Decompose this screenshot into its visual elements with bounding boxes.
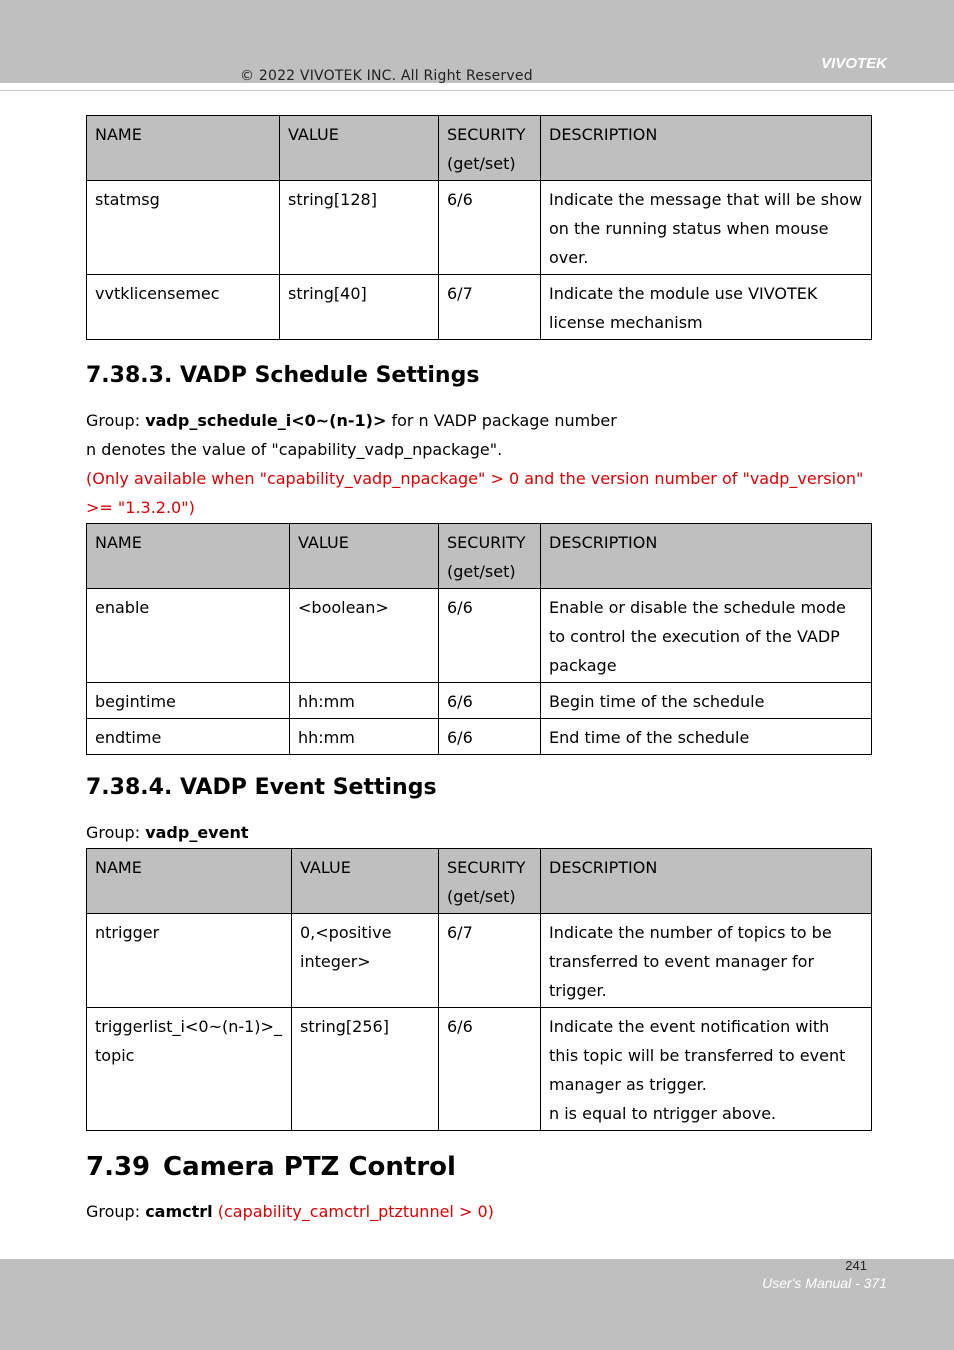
section-heading-ptz bbox=[86, 1152, 456, 1182]
page-number: 241 bbox=[845, 1258, 867, 1273]
param-security: 6/6 bbox=[439, 181, 541, 275]
group-name: camctrl bbox=[145, 1202, 213, 1221]
schedule-note: n denotes the value of "capability_vadp_npackage". bbox=[86, 440, 503, 459]
table-header-row bbox=[87, 116, 872, 181]
group-name: vadp_event bbox=[145, 823, 249, 842]
param-value: string[256] bbox=[292, 1008, 439, 1131]
group-suffix: for n VADP package number bbox=[386, 411, 617, 430]
col-value: VALUE bbox=[280, 116, 439, 181]
group-prefix: Group: bbox=[86, 823, 146, 842]
table-row bbox=[87, 1008, 872, 1131]
schedule-group-line bbox=[86, 406, 876, 435]
param-security: 6/7 bbox=[439, 914, 541, 1008]
param-security: 6/6 bbox=[439, 1008, 541, 1131]
section-title: Camera PTZ Control bbox=[163, 1152, 456, 1182]
page-footer bbox=[0, 1259, 954, 1350]
param-name: vvtklicensemec bbox=[87, 275, 280, 340]
param-description: Indicate the event notification with this topic will be transferred to event manager as trigger. n is equal to ntrigger above. bbox=[541, 1008, 872, 1131]
group-prefix: Group: bbox=[86, 411, 146, 430]
section-heading-event: 7.38.4. VADP Event Settings bbox=[86, 775, 437, 800]
copyright-text: © 2022 VIVOTEK INC. All Right Reserved bbox=[240, 68, 533, 84]
param-name: begintime bbox=[87, 683, 290, 719]
table-row bbox=[87, 719, 872, 755]
param-security: 6/7 bbox=[439, 275, 541, 340]
schedule-table bbox=[86, 523, 872, 755]
col-name: NAME bbox=[87, 524, 290, 589]
param-description: Indicate the module use VIVOTEK license mechanism bbox=[541, 275, 872, 340]
col-security: SECURITY (get/set) bbox=[439, 524, 541, 589]
param-name: statmsg bbox=[87, 181, 280, 275]
param-security: 6/6 bbox=[439, 719, 541, 755]
param-name: triggerlist_i<0~(n-1)>_topic bbox=[87, 1008, 292, 1131]
param-value: <boolean> bbox=[290, 589, 439, 683]
col-name: NAME bbox=[87, 116, 280, 181]
param-name: enable bbox=[87, 589, 290, 683]
param-description: Indicate the message that will be show on the running status when mouse over. bbox=[541, 181, 872, 275]
col-security: SECURITY (get/set) bbox=[439, 116, 541, 181]
section-heading-schedule: 7.38.3. VADP Schedule Settings bbox=[86, 363, 480, 388]
param-value: string[128] bbox=[280, 181, 439, 275]
param-value: 0,<positive integer> bbox=[292, 914, 439, 1008]
table-row bbox=[87, 275, 872, 340]
manual-page-label: User's Manual - 371 bbox=[762, 1275, 887, 1291]
event-table bbox=[86, 848, 872, 1131]
event-group-line bbox=[86, 818, 876, 847]
param-description: Begin time of the schedule bbox=[541, 683, 872, 719]
param-name: endtime bbox=[87, 719, 290, 755]
col-name: NAME bbox=[87, 849, 292, 914]
param-security: 6/6 bbox=[439, 683, 541, 719]
section-number: 7.39 bbox=[86, 1152, 151, 1182]
param-value: hh:mm bbox=[290, 683, 439, 719]
col-description: DESCRIPTION bbox=[541, 849, 872, 914]
table-row bbox=[87, 589, 872, 683]
ptz-group-line bbox=[86, 1197, 876, 1226]
table-row bbox=[87, 181, 872, 275]
table-row bbox=[87, 683, 872, 719]
brand-logo: VIVOTEK bbox=[821, 55, 887, 72]
params-table-continued bbox=[86, 115, 872, 340]
col-description: DESCRIPTION bbox=[541, 116, 872, 181]
table-header-row bbox=[87, 524, 872, 589]
param-value: hh:mm bbox=[290, 719, 439, 755]
header-rule bbox=[0, 90, 954, 91]
table-row bbox=[87, 914, 872, 1008]
table-header-row bbox=[87, 849, 872, 914]
param-description: End time of the schedule bbox=[541, 719, 872, 755]
param-description: Indicate the number of topics to be transferred to event manager for trigger. bbox=[541, 914, 872, 1008]
schedule-condition: (Only available when "capability_vadp_npackage" > 0 and the version number of "vadp_version" >= "1.3.2.0") bbox=[86, 469, 864, 517]
param-description: Enable or disable the schedule mode to control the execution of the VADP package bbox=[541, 589, 872, 683]
param-name: ntrigger bbox=[87, 914, 292, 1008]
group-name: vadp_schedule_i<0~(n-1)> bbox=[145, 411, 387, 430]
col-value: VALUE bbox=[290, 524, 439, 589]
group-prefix: Group: bbox=[86, 1202, 146, 1221]
param-security: 6/6 bbox=[439, 589, 541, 683]
group-condition: (capability_camctrl_ptztunnel > 0) bbox=[212, 1202, 494, 1221]
col-description: DESCRIPTION bbox=[541, 524, 872, 589]
param-value: string[40] bbox=[280, 275, 439, 340]
col-security: SECURITY (get/set) bbox=[439, 849, 541, 914]
col-value: VALUE bbox=[292, 849, 439, 914]
